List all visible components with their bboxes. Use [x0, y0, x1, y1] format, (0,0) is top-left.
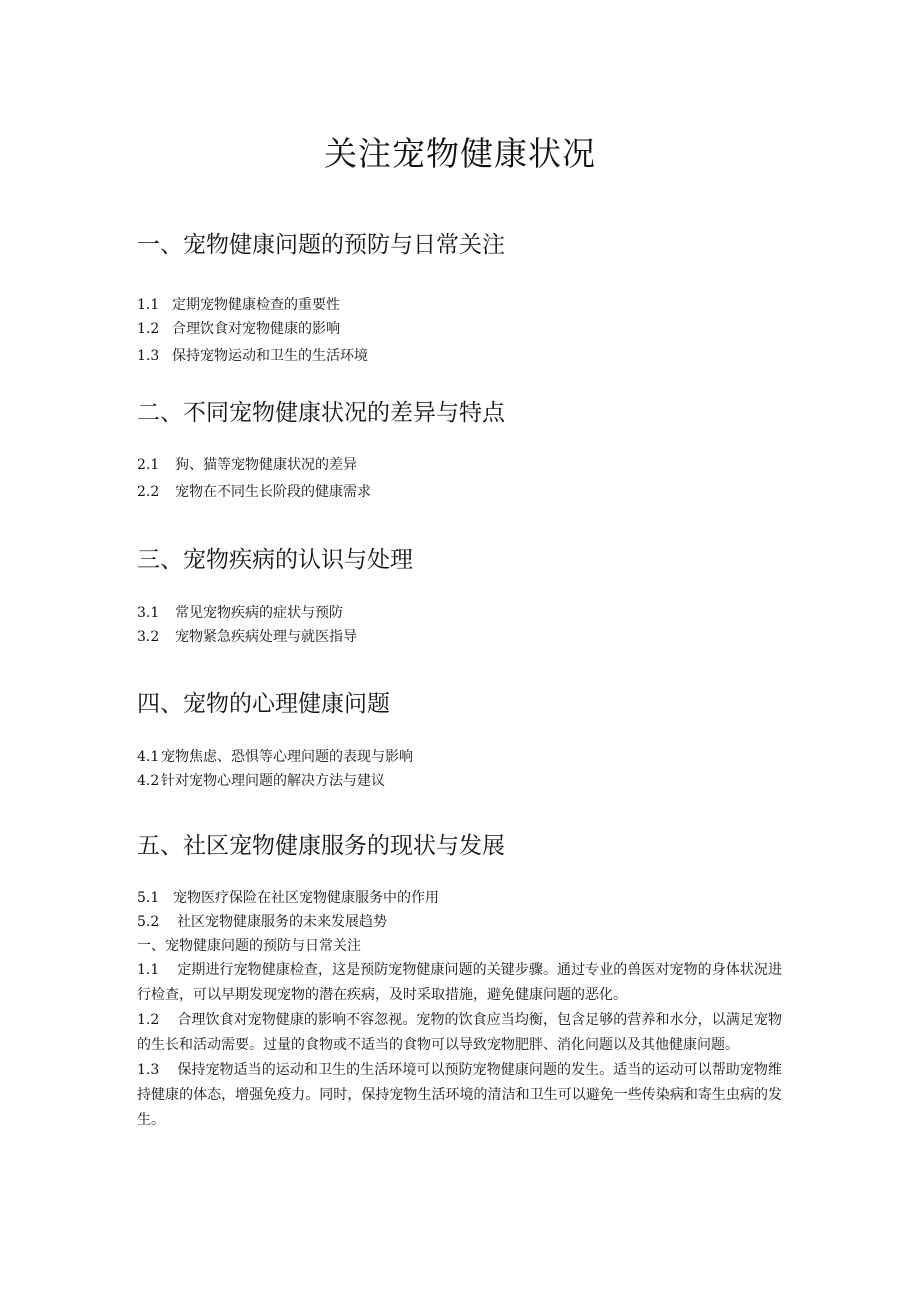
paragraph: 1.2 合理饮食对宠物健康的影响不容忽视。宠物的饮食应当均衡，包含足够的营养和水分，以满足宠物的生长和活动需要。过量的食物或不适当的食物可以导致宠物肥胖、消化问题以及其他健康问题。 [137, 1012, 782, 1053]
toc-item: 5.1 宠物医疗保险在社区宠物健康服务中的作用 [137, 890, 439, 906]
toc-item: 4.2 针对宠物心理问题的解决方法与建议 [137, 773, 385, 789]
paragraph: 1.3 保持宠物适当的运动和卫生的生活环境可以预防宠物健康问题的发生。适当的运动可以帮助宠物维持健康的体态，增强免疫力。同时，保持宠物生活环境的清洁和卫生可以避免一些传染病和寄生虫病的发生。 [137, 1062, 782, 1128]
section-heading: 二、不同宠物健康状况的差异与特点 [137, 400, 505, 426]
toc-list [137, 886, 787, 934]
toc-list [137, 293, 787, 368]
toc-item: 3.1 常见宠物疾病的症状与预防 [137, 605, 343, 621]
section-heading: 一、宠物健康问题的预防与日常关注 [137, 232, 505, 258]
body-subheading: 一、宠物健康问题的预防与日常关注 [137, 938, 361, 954]
toc-item: 2.1 狗、猫等宠物健康状况的差异 [137, 457, 357, 473]
toc-list [137, 453, 787, 504]
section-heading: 四、宠物的心理健康问题 [137, 691, 390, 717]
section-2 [137, 394, 787, 504]
toc-list [137, 601, 787, 649]
toc-item: 4.1 宠物焦虑、恐惧等心理问题的表现与影响 [137, 749, 413, 765]
section-heading: 五、社区宠物健康服务的现状与发展 [137, 833, 505, 859]
toc-item: 3.2 宠物紧急疾病处理与就医指导 [137, 629, 357, 645]
section-heading: 三、宠物疾病的认识与处理 [137, 547, 413, 573]
section-5 [137, 827, 787, 934]
toc-item: 1.1 定期宠物健康检查的重要性 [137, 297, 340, 313]
toc-item: 1.2 合理饮食对宠物健康的影响 [137, 321, 340, 337]
toc-item: 1.3 保持宠物运动和卫生的生活环境 [137, 348, 368, 364]
body-text [137, 934, 782, 1133]
section-4 [137, 685, 787, 793]
document-title: 关注宠物健康状况 [324, 134, 596, 173]
toc-item: 2.2 宠物在不同生长阶段的健康需求 [137, 484, 371, 500]
section-3 [137, 541, 787, 649]
section-1 [137, 226, 787, 368]
toc-list [137, 745, 787, 793]
toc-item: 5.2 社区宠物健康服务的未来发展趋势 [137, 914, 387, 930]
paragraph: 1.1 定期进行宠物健康检查，这是预防宠物健康问题的关键步骤。通过专业的兽医对宠物的身体状况进行检查，可以早期发现宠物的潜在疾病，及时采取措施，避免健康问题的恶化。 [137, 962, 782, 1003]
